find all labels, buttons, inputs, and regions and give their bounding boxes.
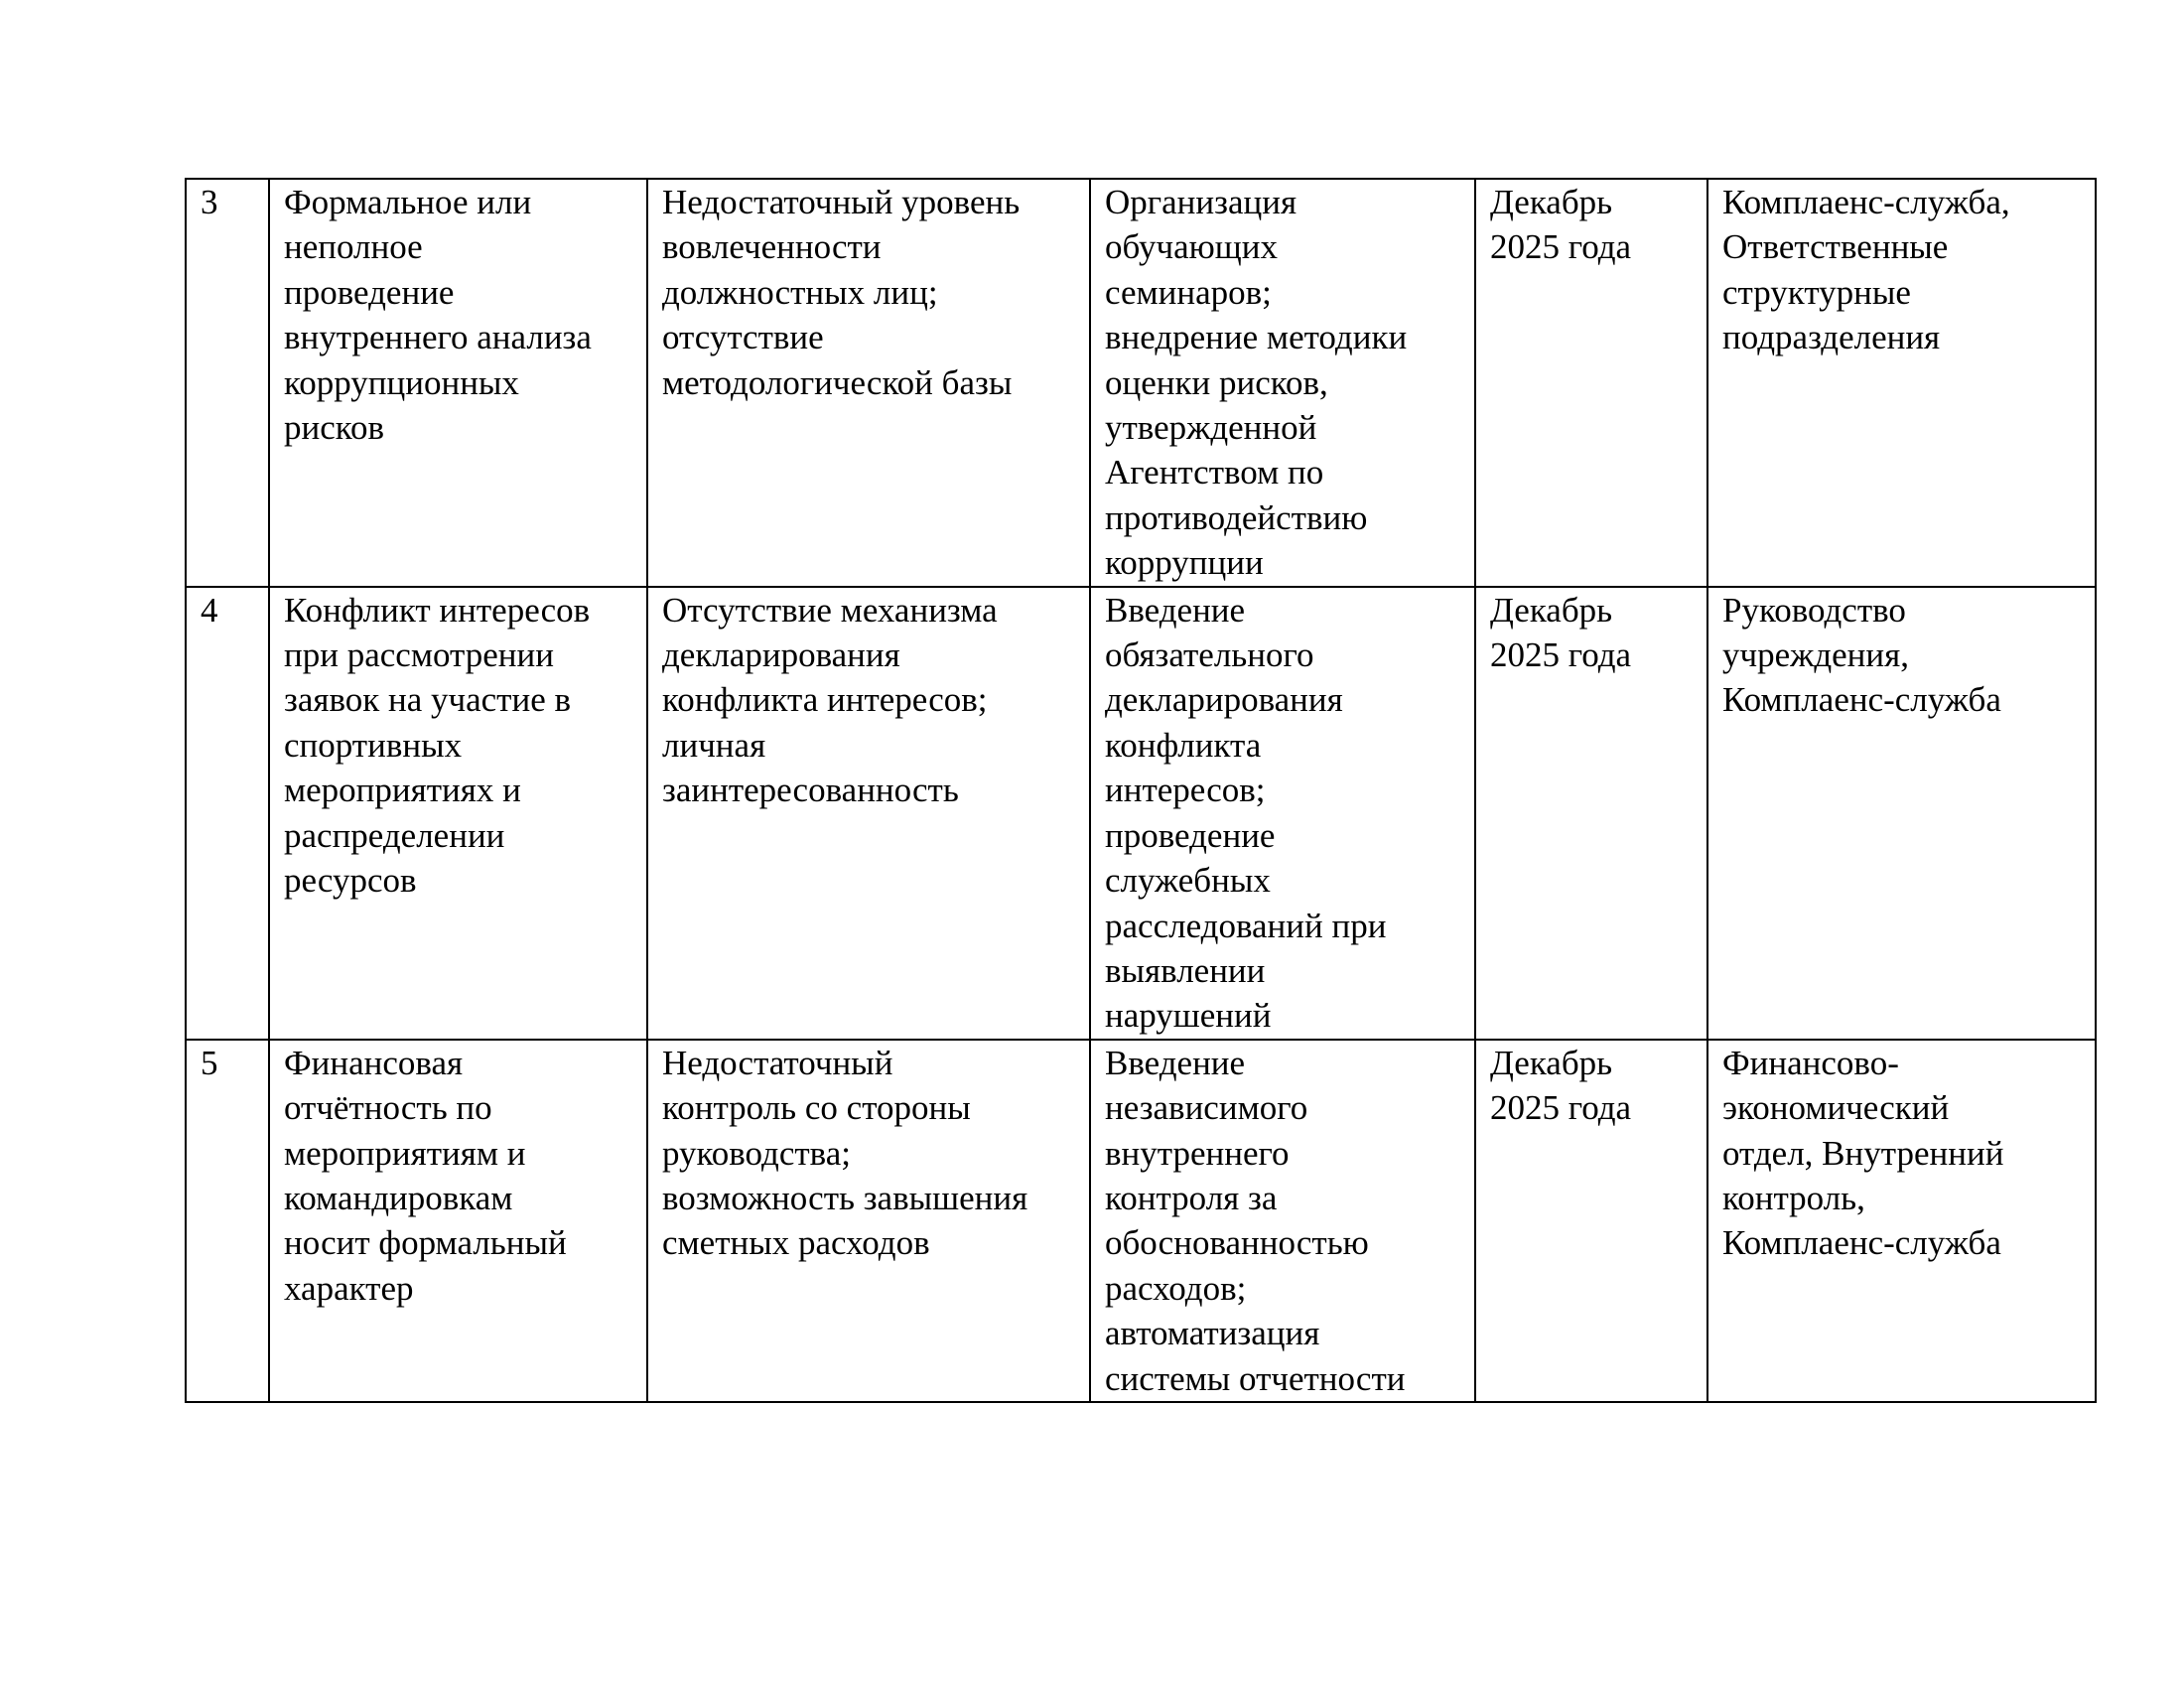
risk-description: Формальное или неполное проведение внутреннего анализа коррупционных рисков — [269, 179, 647, 587]
row-number: 4 — [186, 587, 269, 1040]
table-row — [186, 587, 2096, 1040]
risk-cause: Отсутствие механизма декларирования конфликта интересов; личная заинтересованность — [647, 587, 1090, 1040]
responsible-party: Финансово- экономический отдел, Внутренний контроль, Комплаенс-служба — [1707, 1040, 2096, 1402]
row-number: 3 — [186, 179, 269, 587]
deadline: Декабрь 2025 года — [1475, 587, 1707, 1040]
responsible-party: Комплаенс-служба, Ответственные структурные подразделения — [1707, 179, 2096, 587]
corruption-risk-table — [185, 178, 2097, 1403]
row-number: 5 — [186, 1040, 269, 1402]
mitigation-measures: Введение независимого внутреннего контроля за обоснованностью расходов; автоматизация системы отчетности — [1090, 1040, 1475, 1402]
risk-cause: Недостаточный уровень вовлеченности должностных лиц; отсутствие методологической базы — [647, 179, 1090, 587]
deadline: Декабрь 2025 года — [1475, 179, 1707, 587]
mitigation-measures: Организация обучающих семинаров; внедрение методики оценки рисков, утвержденной Агентством по противодействию коррупции — [1090, 179, 1475, 587]
deadline: Декабрь 2025 года — [1475, 1040, 1707, 1402]
mitigation-measures: Введение обязательного декларирования конфликта интересов; проведение служебных расследований при выявлении нарушений — [1090, 587, 1475, 1040]
risk-description: Финансовая отчётность по мероприятиям и командировкам носит формальный характер — [269, 1040, 647, 1402]
responsible-party: Руководство учреждения, Комплаенс-служба — [1707, 587, 2096, 1040]
table-row — [186, 1040, 2096, 1402]
risk-description: Конфликт интересов при рассмотрении заявок на участие в спортивных мероприятиях и распределении ресурсов — [269, 587, 647, 1040]
table-row — [186, 179, 2096, 587]
risk-cause: Недостаточный контроль со стороны руководства; возможность завышения сметных расходов — [647, 1040, 1090, 1402]
